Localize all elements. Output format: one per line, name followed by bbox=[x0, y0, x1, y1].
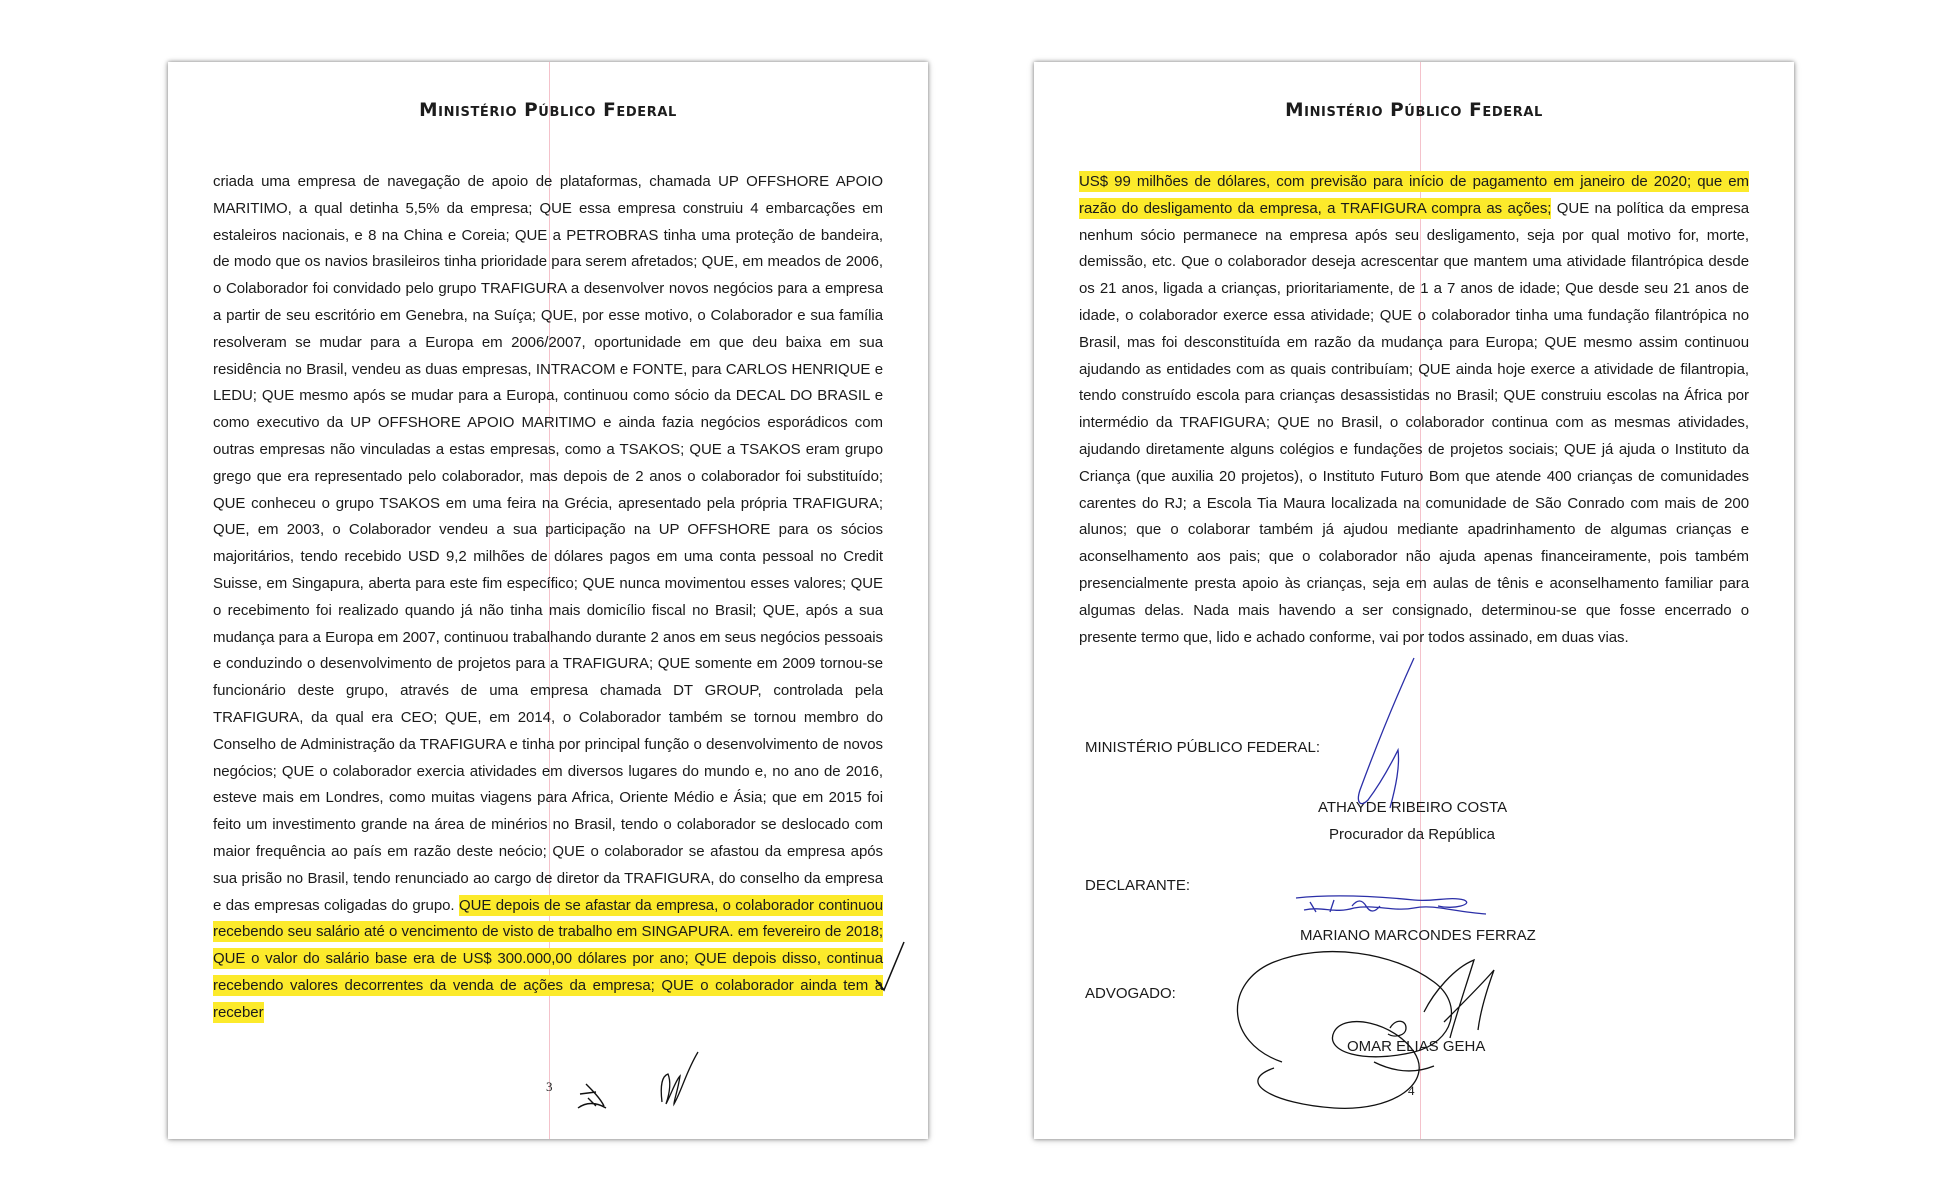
highlighted-text: US$ 99 milhões de dólares, com previsão para início de pagamento em janeiro de 2020; que em razão do desligamento da empresa, a TRAFIGURA compra as ações; bbox=[1079, 173, 1749, 217]
page-number: 3 bbox=[546, 1079, 553, 1094]
initials-mark-2 bbox=[661, 1052, 698, 1104]
lawyer-name: OMAR ELIAS GEHA bbox=[1347, 1038, 1486, 1055]
page-header: Ministério Público Federal bbox=[419, 100, 677, 121]
highlighted-text: QUE depois de se afastar da empresa, o colaborador continuou recebendo seu salário até o vencimento de visto de trabalho em SINGAPURA. em fevereiro de 2018; QUE o valor do salário base era de US$ 300.000,00 dólares por ano; QUE depois disso, continua recebendo valores decorrentes da venda de ações da empresa; QUE o colaborador ainda tem a receber bbox=[213, 896, 883, 1021]
document-page-4 bbox=[1034, 62, 1794, 1139]
page-body-text bbox=[213, 169, 883, 1027]
prosecutor-name: ATHAYDE RIBEIRO COSTA bbox=[1318, 799, 1508, 816]
body-text: criada uma empresa de navegação de apoio de plataformas, chamada UP OFFSHORE APOIO MARITIMO, a qual detinha 5,5% da empresa; QUE essa empresa construiu 4 embarcações em estaleiros nacionais, e 8 na China e Coreia; QUE a PETROBRAS tinha uma proteção de bandeira, de modo que os navios brasileiros tinha prioridade para serem afretados; QUE, em meados de 2006, o Colaborador foi convidado pelo grupo TRAFIGURA a desenvolver novos negócios para a empresa a partir de seu escritório em Genebra, na Suíça; QUE, por esse motivo, o Colaborador e sua família resolveram se mudar para a Europa em 2006/2007, oportunidade em que deu baixa em sua residência no Brasil, vendeu as duas empresas, INTRACOM e FONTE, para CARLOS HENRIQUE e LEDU; QUE mesmo após se mudar para a Europa, continuou como sócio da DECAL DO BRASIL e como executivo da UP OFFSHORE APOIO MARITIMO e ainda fazia negócios esporádicos com outras empresas não vinculadas a estas empresas, como a TSAKOS; QUE a TSAKOS eram grupo grego que era representado pelo colaborador, mas depois de 2 anos o colaborador foi substituído; QUE conheceu o grupo TSAKOS em uma feira na Grécia, apresentado pela própria TRAFIGURA; QUE, em 2003, o Colaborador vendeu a sua participação na UP OFFSHORE para os sócios majoritários, tendo recebido USD 9,2 milhões de dólares pagos em uma conta pessoal no Credit Suisse, em Singapura, aberta para este fim específico; QUE nunca movimentou esses valores; QUE o recebimento foi realizado quando já não tinha mais domicílio fiscal no Brasil; QUE, após a sua mudança para a Europa em 2007, continuou trabalhando durante 2 anos em seus negócios pessoais e conduzindo o desenvolvimento de projetos para a TRAFIGURA; QUE somente em 2009 tornou-se funcionário deste grupo, através de uma empresa chamada DT GROUP, controlada pela TRAFIGURA, da qual era CEO; QUE, em 2014, o Colaborador também se tornou membro do Conselho de Administração da TRAFIGURA e tinha por principal função o desenvolvimento de novos negócios; QUE o colaborador exercia atividades em diversos lugares do mundo e, no ano de 2016, esteve mais em Londres, como muitas viagens para Africa, Oriente Médio e Ásia; que em 2015 foi feito um investimento grande na área de minérios no Brasil, tendo o colaborador se deslocado com maior frequência ao país em razão deste neócio; QUE o colaborador se afastou da empresa após sua prisão no Brasil, tendo renunciado ao cargo de diretor da TRAFIGURA, do conselho da empresa e das empresas coligadas do grupo. bbox=[213, 173, 883, 914]
declarant-label: DECLARANTE: bbox=[1085, 877, 1191, 894]
mpf-signature-label: MINISTÉRIO PÚBLICO FEDERAL: bbox=[1085, 739, 1321, 756]
page-number: 4 bbox=[1408, 1083, 1415, 1098]
body-text: QUE na política da empresa nenhum sócio permanece na empresa após seu desligamento, seja por qual motivo for, morte, demissão, etc. Que o colaborador deseja acrescentar que mantem uma atividade filantrópica desde os 21 anos, ligada a crianças, prioritariamente, de 1 a 7 anos de idade; Que desde seu 21 anos de idade, o colaborador exerce essa atividade; QUE o colaborador tinha uma fundação filantrópica no Brasil, mas foi desconstituída em razão da mudança para Europa; QUE mesmo assim continuou ajudando as entidades com as quais contribuíam; QUE ainda hoje exerce a atividade de filantropia, tendo construído escola para crianças desassistidas no Brasil; QUE construiu escolas na África por intermédio da TRAFIGURA; QUE no Brasil, o colaborador continua com as mesmas atividades, ajudando diretamente alguns colégios e fundações de projetos sociais; QUE já ajuda o Instituto da Criança (que auxilia 20 projetos), o Instituto Futuro Bom que atende 400 crianças de comunidades carentes do RJ; a Escola Tia Maura localizada na comunidade de São Conrado com mais de 200 alunos; que o colaborar também já ajudou mediante apadrinhamento de algumas crianças e aconselhamento aos pais; que o colaborador não ajuda apenas financeiramente, pois também presencialmente presta apoio às crianças, seja em aulas de tênis e aconselhamento familiar para algumas delas. Nada mais havendo a ser consignado, determinou-se que fosse encerrado o presente termo que, lido e achado conforme, vai por todos assinado, em duas vias. bbox=[1079, 199, 1750, 646]
initials-mark-1 bbox=[578, 1084, 606, 1108]
page-header: Ministério Público Federal bbox=[1285, 100, 1543, 121]
prosecutor-title: Procurador da República bbox=[1329, 826, 1495, 843]
declarant-name: MARIANO MARCONDES FERRAZ bbox=[1300, 927, 1536, 944]
prosecutor-signature bbox=[1358, 658, 1414, 808]
lawyer-label: ADVOGADO: bbox=[1085, 985, 1176, 1002]
document-page-3 bbox=[168, 62, 928, 1139]
declarant-signature bbox=[1296, 896, 1486, 914]
page-body-text bbox=[1079, 169, 1749, 651]
lawyer-signature bbox=[1237, 952, 1494, 1109]
